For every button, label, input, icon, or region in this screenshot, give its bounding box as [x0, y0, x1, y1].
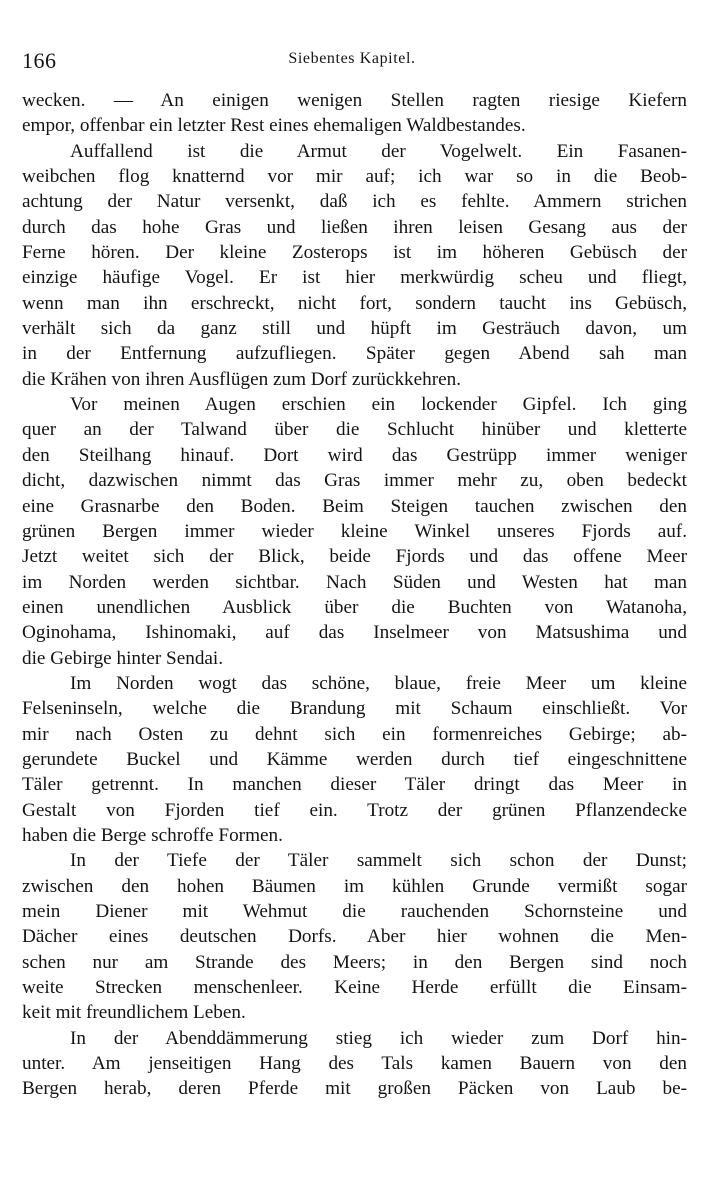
text-line: wenn man ihn erschreckt, nicht fort, sondern taucht ins Gebüsch, — [22, 292, 687, 314]
text-line: quer an der Talwand über die Schlucht hinüber und kletterte — [22, 419, 687, 441]
text-line: haben die Berge schroffe Formen. — [22, 824, 283, 846]
text-line: durch das hohe Gras und ließen ihren leisen Gesang aus der — [22, 216, 687, 238]
text-line: eine Grasnarbe den Boden. Beim Steigen tauchen zwischen den — [22, 495, 687, 517]
text-line: keit mit freundlichem Leben. — [22, 1002, 246, 1024]
text-line: Bergen herab, deren Pferde mit großen Päcken von Laub be- — [22, 1078, 687, 1100]
text-line: verhält sich da ganz still und hüpft im Gesträuch davon, um — [22, 318, 687, 340]
text-line: Auffallend ist die Armut der Vogelwelt. Ein Fasanen- — [70, 140, 687, 162]
text-line: Ferne hören. Der kleine Zosterops ist im höheren Gebüsch der — [22, 242, 687, 264]
text-line: schen nur am Strande des Meers; in den Bergen sind noch — [22, 951, 687, 973]
text-line: Täler getrennt. In manchen dieser Täler dringt das Meer in — [22, 774, 687, 796]
text-line: grünen Bergen immer wieder kleine Winkel unseres Fjords auf. — [22, 520, 687, 542]
text-line: einzige häufige Vogel. Er ist hier merkwürdig scheu und fliegt, — [22, 267, 687, 289]
text-line: In der Abenddämmerung stieg ich wieder zum Dorf hin- — [70, 1027, 687, 1049]
text-line: gerundete Buckel und Kämme werden durch tief eingeschnittene — [22, 748, 687, 770]
text-line: empor, offenbar ein letzter Rest eines ehemaligen Waldbestandes. — [22, 115, 526, 137]
text-line: in der Entfernung aufzufliegen. Später gegen Abend sah man — [22, 343, 687, 365]
text-line: Oginohama, Ishinomaki, auf das Inselmeer von Matsushima und — [22, 622, 687, 644]
text-line: unter. Am jenseitigen Hang des Tals kamen Bauern von den — [22, 1053, 687, 1075]
page-number: 166 — [22, 48, 57, 73]
text-line: Gestalt von Fjorden tief ein. Trotz der grünen Pflanzendecke — [22, 799, 687, 821]
text-line: wecken. — An einigen wenigen Stellen ragten riesige Kiefern — [22, 90, 687, 111]
text-line: einen unendlichen Ausblick über die Buchten von Watanoha, — [22, 596, 687, 618]
text-line: Im Norden wogt das schöne, blaue, freie Meer um kleine — [70, 672, 687, 694]
running-head: Siebentes Kapitel. — [288, 50, 416, 67]
text-line: In der Tiefe der Täler sammelt sich schon der Dunst; — [70, 850, 687, 872]
text-line: zwischen den hohen Bäumen im kühlen Grunde vermißt sogar — [22, 875, 687, 897]
text-line: dicht, dazwischen nimmt das Gras immer mehr zu, oben bedeckt — [22, 470, 687, 492]
text-line: den Steilhang hinauf. Dort wird das Gestrüpp immer weniger — [22, 444, 687, 466]
text-line: mir nach Osten zu dehnt sich ein formenreiches Gebirge; ab- — [22, 723, 687, 745]
text-line: weibchen flog knatternd vor mir auf; ich war so in die Beob- — [22, 166, 687, 188]
text-line: achtung der Natur versenkt, daß ich es fehlte. Ammern strichen — [22, 191, 687, 213]
text-line: die Krähen von ihren Ausflügen zum Dorf zurückkehren. — [22, 368, 462, 390]
text-line: im Norden werden sichtbar. Nach Süden und Westen hat man — [22, 571, 687, 593]
text-line: Vor meinen Augen erschien ein lockender Gipfel. Ich ging — [70, 394, 687, 416]
text-line: Felseninseln, welche die Brandung mit Schaum einschließt. Vor — [22, 698, 687, 720]
text-line: Dächer eines deutschen Dorfs. Aber hier wohnen die Men- — [22, 926, 687, 948]
body-text — [22, 88, 687, 1102]
text-line: mein Diener mit Wehmut die rauchenden Schornsteine und — [22, 901, 687, 922]
text-line: Jetzt weitet sich der Blick, beide Fjords und das offene Meer — [22, 546, 687, 568]
page-header — [22, 48, 682, 78]
text-line: weite Strecken menschenleer. Keine Herde erfüllt die Einsam- — [22, 977, 687, 999]
text-line: die Gebirge hinter Sendai. — [22, 647, 224, 669]
